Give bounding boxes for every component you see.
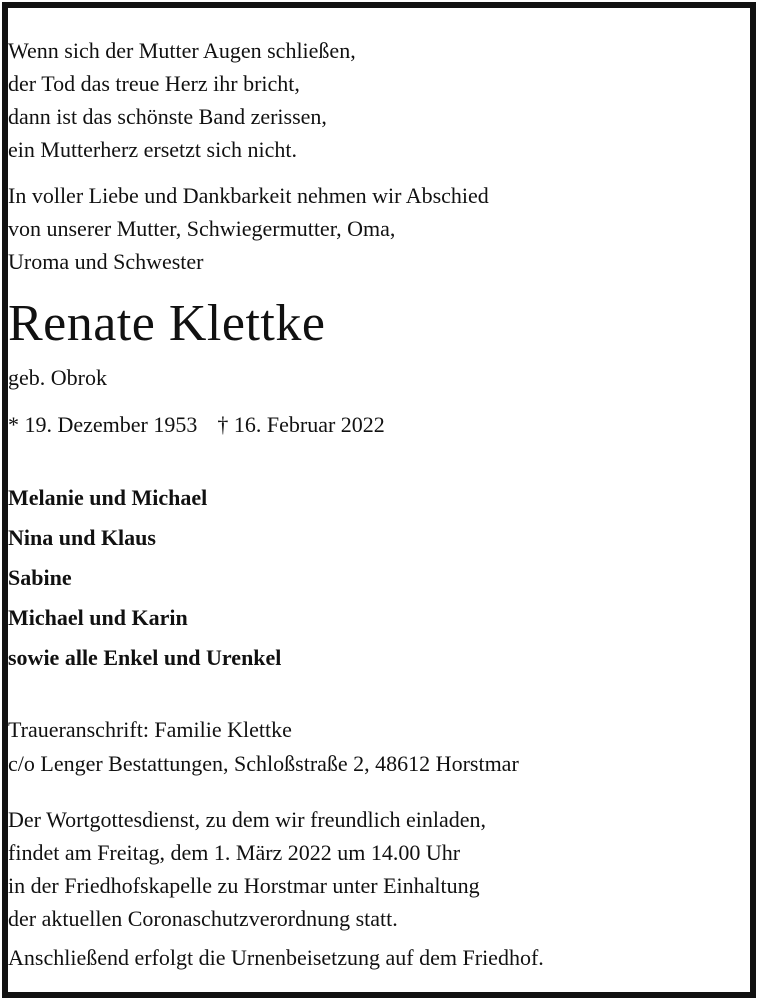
intro-line: In voller Liebe und Dankbarkeit nehmen wir Abschied bbox=[8, 183, 489, 208]
life-dates bbox=[8, 410, 750, 440]
mourner: Nina und Klaus bbox=[8, 525, 156, 550]
poem-line: der Tod das treue Herz ihr bricht, bbox=[8, 71, 300, 96]
poem-line: ein Mutterherz ersetzt sich nicht. bbox=[8, 137, 297, 162]
service-line: findet am Freitag, dem 1. März 2022 um 14.00 Uhr bbox=[8, 840, 461, 865]
service-line: Der Wortgottesdienst, zu dem wir freundlich einladen, bbox=[8, 807, 487, 832]
service-line: der aktuellen Coronaschutzverordnung statt. bbox=[8, 906, 398, 931]
poem-line: Wenn sich der Mutter Augen schließen, bbox=[8, 38, 356, 63]
farewell-intro bbox=[8, 179, 750, 278]
service-line: in der Friedhofskapelle zu Horstmar unter Einhaltung bbox=[8, 873, 480, 898]
birth-date: * 19. Dezember 1953 bbox=[8, 412, 198, 437]
mourner: Michael und Karin bbox=[8, 605, 188, 630]
poem-line: dann ist das schönste Band zerissen, bbox=[8, 104, 327, 129]
intro-line: von unserer Mutter, Schwiegermutter, Oma, bbox=[8, 216, 396, 241]
burial-note: Anschließend erfolgt die Urnenbeisetzung auf dem Friedhof. bbox=[8, 945, 544, 970]
mourner: Sabine bbox=[8, 565, 72, 590]
birth-name: geb. Obrok bbox=[8, 365, 107, 390]
death-date: † 16. Februar 2022 bbox=[217, 412, 385, 437]
address-line: c/o Lenger Bestattungen, Schloßstraße 2, 48612 Horstmar bbox=[8, 751, 519, 776]
deceased-name: Renate Klettke bbox=[8, 295, 326, 352]
mourner: sowie alle Enkel und Urenkel bbox=[8, 645, 282, 670]
address-line: Traueranschrift: Familie Klettke bbox=[8, 717, 292, 742]
obituary-frame bbox=[2, 2, 756, 998]
mourning-address bbox=[8, 713, 750, 781]
mourners-list bbox=[8, 478, 750, 678]
poem bbox=[8, 34, 750, 166]
mourner: Melanie und Michael bbox=[8, 485, 208, 510]
intro-line: Uroma und Schwester bbox=[8, 249, 204, 274]
service-info bbox=[8, 803, 750, 935]
